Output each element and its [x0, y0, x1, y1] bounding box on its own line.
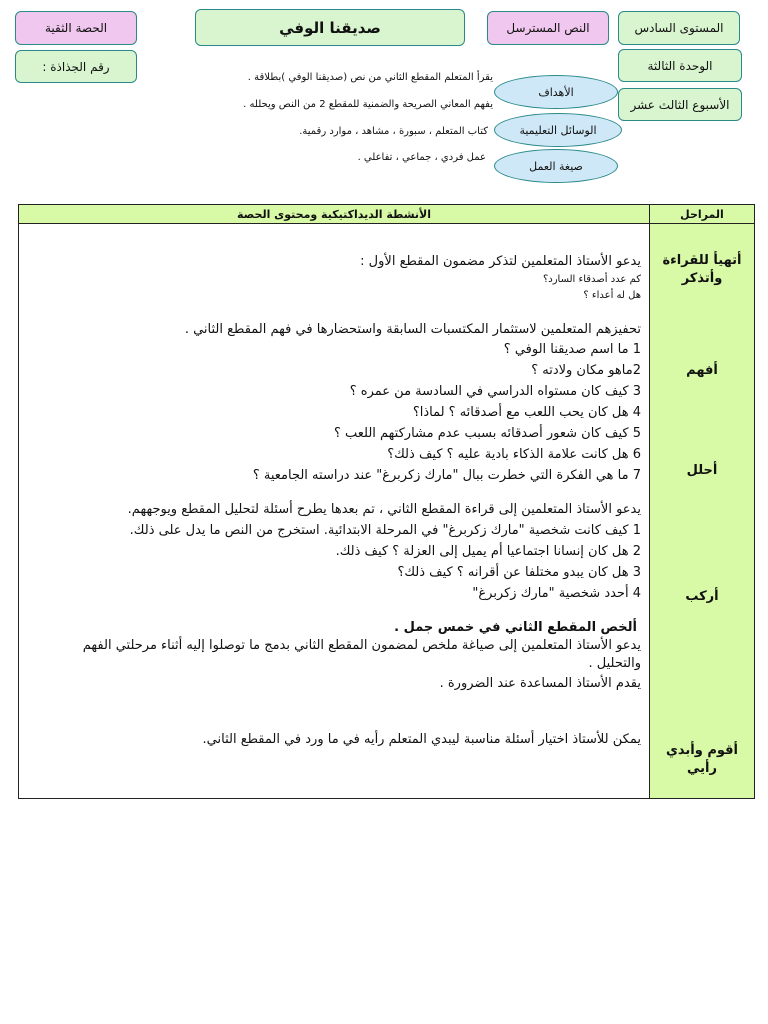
lesson-type-box [15, 11, 137, 45]
lesson-table [18, 204, 755, 799]
means-label: الوسائل التعليمية [519, 123, 597, 137]
understand-q3: 3 كيف كان مستواه الدراسي في السادسة من عمره ؟ [349, 384, 641, 399]
means-text: كتاب المتعلم ، سبورة ، مشاهد ، موارد رقمية. [299, 126, 488, 137]
objectives-oval [494, 75, 618, 109]
means-oval [494, 113, 622, 147]
unit-box [618, 49, 742, 82]
understand-q5: 5 كيف كان شعور أصدقائه بسبب عدم مشاركتهم اللعب ؟ [333, 426, 641, 441]
title-box [195, 9, 465, 46]
week-box [618, 88, 742, 121]
text-type: النص المسترسل [506, 21, 590, 35]
stage-evaluate: أقوم وأبدي رأيي [665, 743, 738, 776]
stage-prepare: أتهيأ للقراءة وأتذكر [662, 253, 742, 286]
week: الأسبوع الثالث عشر [630, 97, 730, 112]
analyze-q3: 3 هل كان يبدو مختلفا عن أقرانه ؟ كيف ذلك؟ [397, 565, 641, 580]
date-number-box [15, 50, 137, 83]
stages-header: المراحل [650, 205, 755, 224]
analyze-q4: 4 أحدد شخصية "مارك زكربرغ" [472, 586, 641, 601]
unit: الوحدة الثالثة [647, 58, 713, 73]
level: المستوى السادس [634, 21, 724, 35]
stages-column [650, 224, 755, 799]
synthesize-title: ألخص المقطع الثاني في خمس جمل . [394, 620, 637, 635]
analyze-q2: 2 هل كان إنسانا اجتماعيا أم يميل إلى العزلة ؟ كيف ذلك. [335, 544, 641, 559]
analyze-intro: يدعو الأستاذ المتعلمين إلى قراءة المقطع الثاني ، تم بعدها يطرح أسئلة لتحليل المقطع ويوجههم. [127, 502, 641, 517]
text-type-box [487, 11, 609, 45]
stage-synthesize: أركب [685, 589, 719, 604]
work-form-label: صيغة العمل [529, 159, 583, 173]
objective-line-1: يقرأ المتعلم المقطع الثاني من نص (صديقنا الوفي )بطلاقة . [247, 72, 493, 83]
question-b: هل له أعداء ؟ [583, 290, 641, 301]
lesson-type: الحصة الثقية [44, 21, 108, 35]
stage-analyze: أحلل [686, 463, 718, 478]
evaluate-text: يمكن للأستاذ اختيار أسئلة مناسبة ليبدي المتعلم رأيه في ما ورد في المقطع الثاني. [202, 732, 641, 747]
page-title: صديقنا الوفي [279, 18, 381, 37]
question-a: كم عدد أصدقاء السارد؟ [542, 274, 641, 285]
synthesize-text-2: والتحليل . [588, 656, 641, 671]
work-form-oval [494, 149, 618, 183]
understand-intro: تحفيزهم المتعلمين لاستثمار المكتسبات السابقة واستحضارها في فهم المقطع الثاني . [184, 322, 641, 337]
analyze-q1: 1 كيف كانت شخصية "مارك زكربرغ" في المرحلة الابتدائية. استخرج من النص ما يدل على ذلك. [129, 523, 641, 538]
activities-header: الأنشطة الديداكتيكية ومحتوى الحصة [19, 205, 650, 224]
understand-q4: 4 هل كان يحب اللعب مع أصدقائه ؟ لماذا؟ [412, 405, 641, 420]
understand-q1: 1 ما اسم صديقنا الوفي ؟ [503, 342, 641, 357]
activities-column [19, 224, 650, 799]
work-form-text: عمل فردي ، جماعي ، تفاعلي . [357, 152, 486, 163]
intro-text: يدعو الأستاذ المتعلمين لتذكر مضمون المقطع الأول : [360, 254, 641, 269]
date-number: رقم الجذاذة : [42, 59, 110, 74]
understand-q2: 2ماهو مكان ولادته ؟ [531, 363, 641, 378]
level-box [618, 11, 740, 45]
objectives-label: الأهداف [538, 85, 574, 99]
understand-q7: 7 ما هي الفكرة التي خطرت ببال "مارك زكربرغ" عند دراسته الجامعية ؟ [252, 468, 641, 483]
understand-q6: 6 هل كانت علامة الذكاء بادية عليه ؟ كيف ذلك؟ [387, 447, 641, 462]
synthesize-text-3: يقدم الأستاذ المساعدة عند الضرورة . [439, 676, 641, 691]
synthesize-text-1: يدعو الأستاذ المتعلمين إلى صياغة ملخص لمضمون المقطع الثاني بدمج ما توصلوا إليه أثناء مرحلتي الفهم [82, 638, 641, 653]
objective-line-2: يفهم المعاني الصريحة والضمنية للمقطع 2 من النص ويحلله . [243, 99, 493, 110]
stage-understand: أفهم [686, 363, 718, 378]
